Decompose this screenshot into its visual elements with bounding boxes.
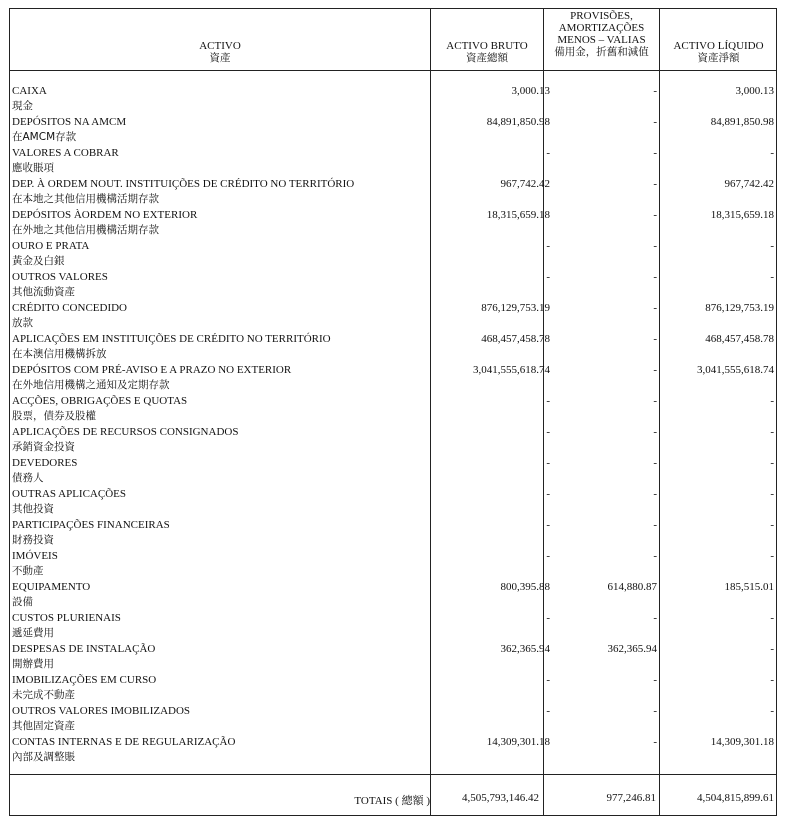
value-liquido: 14,309,301.18: [710, 736, 774, 748]
value-liquido: 468,457,458.78: [705, 333, 774, 345]
row-label-pt: ACÇÕES, OBRIGAÇÕES E QUOTAS: [12, 395, 188, 407]
value-bruto: -: [546, 240, 550, 252]
value-bruto: 3,000.13: [511, 85, 550, 97]
row-label-zh: 不動產: [12, 565, 44, 577]
value-provisoes: -: [653, 240, 657, 252]
row-label-zh: 未完成不動產: [12, 689, 75, 701]
table-row: [12, 301, 774, 332]
table-row: [12, 735, 774, 766]
value-liquido: -: [770, 519, 774, 531]
total-liquido: 4,504,815,899.61: [697, 792, 774, 804]
value-provisoes: 614,880.87: [607, 581, 657, 593]
row-label-zh: 黃金及白銀: [12, 255, 65, 267]
row-label-zh: 在外地信用機構之通知及定期存款: [12, 379, 170, 391]
value-provisoes: -: [653, 333, 657, 345]
value-provisoes: -: [653, 364, 657, 376]
header-prov-zh: 備用金，折舊和減值: [554, 46, 649, 58]
row-label-zh: 在本地之其他信用機構活期存款: [12, 193, 159, 205]
row-label-zh: 在外地之其他信用機構活期存款: [12, 224, 159, 236]
value-provisoes: -: [653, 178, 657, 190]
table-row: [12, 239, 774, 270]
value-bruto: -: [546, 674, 550, 686]
table-row: [12, 425, 774, 456]
header-prov-pt-2: AMORTIZAÇÕES: [558, 22, 645, 34]
row-label-pt: PARTICIPAÇÕES FINANCEIRAS: [12, 519, 170, 531]
header-bruto: [431, 40, 543, 65]
value-bruto: -: [546, 147, 550, 159]
header-prov-pt-3: MENOS – VALIAS: [557, 34, 646, 46]
value-liquido: -: [770, 612, 774, 624]
header-prov-pt-1: PROVISÕES,: [570, 10, 633, 22]
value-bruto: 876,129,753.19: [481, 302, 550, 314]
row-label-pt: DEPÓSITOS NA AMCM: [12, 116, 127, 128]
total-provisoes: 977,246.81: [606, 792, 656, 804]
table-row: [12, 270, 774, 301]
row-label-pt: DEPÓSITOS COM PRÉ-AVISO E A PRAZO NO EXTERIOR: [12, 364, 292, 376]
table-row: [12, 673, 774, 704]
table-row: [12, 177, 774, 208]
header-activo-zh: 資產: [209, 52, 231, 64]
value-provisoes: -: [653, 116, 657, 128]
row-label-pt: APLICAÇÕES EM INSTITUIÇÕES DE CRÉDITO NO TERRITÓRIO: [12, 333, 331, 345]
value-provisoes: 362,365.94: [607, 643, 657, 655]
value-bruto: 967,742.42: [500, 178, 550, 190]
row-label-pt: OUTROS VALORES: [12, 271, 108, 283]
value-bruto: -: [546, 488, 550, 500]
value-provisoes: -: [653, 147, 657, 159]
row-label-pt: DEP. À ORDEM NOUT. INSTITUIÇÕES DE CRÉDITO NO TERRITÓRIO: [12, 178, 355, 190]
header-liquido-zh: 資產淨額: [697, 52, 740, 64]
header-activo-pt: ACTIVO: [199, 40, 241, 52]
table-row: [12, 518, 774, 549]
table-row: [12, 332, 774, 363]
value-liquido: 876,129,753.19: [705, 302, 774, 314]
table-row: [12, 84, 774, 115]
value-bruto: -: [546, 426, 550, 438]
row-label-pt: EQUIPAMENTO: [12, 581, 91, 593]
value-provisoes: -: [653, 519, 657, 531]
table-row: [12, 115, 774, 146]
value-bruto: 18,315,659.18: [486, 209, 550, 221]
value-bruto: -: [546, 612, 550, 624]
row-label-pt: OUTRAS APLICAÇÕES: [12, 488, 126, 500]
value-provisoes: -: [653, 674, 657, 686]
header-bruto-zh: 資產總額: [466, 52, 508, 64]
row-label-pt: VALORES A COBRAR: [12, 147, 119, 159]
row-label-pt: OURO E PRATA: [12, 240, 90, 252]
value-bruto: -: [546, 519, 550, 531]
row-label-pt: APLICAÇÕES DE RECURSOS CONSIGNADOS: [12, 426, 239, 438]
value-bruto: -: [546, 550, 550, 562]
table-row: [12, 580, 774, 611]
row-label-zh: 現金: [12, 100, 33, 112]
value-liquido: -: [770, 147, 774, 159]
header-provisoes: [544, 10, 659, 59]
value-liquido: 3,041,555,618.74: [697, 364, 774, 376]
row-label-zh: 在本澳信用機構拆放: [12, 348, 107, 360]
table-row: [12, 456, 774, 487]
table-row: [12, 146, 774, 177]
value-provisoes: -: [653, 395, 657, 407]
row-label-zh: 債務人: [12, 472, 44, 484]
header-liquido: [660, 40, 777, 65]
value-liquido: -: [770, 271, 774, 283]
value-bruto: 84,891,850.98: [486, 116, 550, 128]
value-bruto: -: [546, 395, 550, 407]
value-liquido: -: [770, 488, 774, 500]
header-bruto-pt: ACTIVO BRUTO: [446, 40, 528, 52]
row-label-zh: 其他流動資產: [12, 286, 75, 298]
value-provisoes: -: [653, 736, 657, 748]
value-provisoes: -: [653, 426, 657, 438]
row-label-zh: 遞延費用: [12, 627, 54, 639]
value-liquido: -: [770, 426, 774, 438]
table-row: [12, 611, 774, 642]
value-bruto: -: [546, 457, 550, 469]
value-liquido: 84,891,850.98: [710, 116, 774, 128]
row-label-pt: OUTROS VALORES IMOBILIZADOS: [12, 705, 191, 717]
value-liquido: 3,000.13: [735, 85, 774, 97]
value-liquido: 967,742.42: [724, 178, 774, 190]
value-liquido: -: [770, 705, 774, 717]
row-label-pt: CUSTOS PLURIENAIS: [12, 612, 121, 624]
totals-rule: [9, 774, 777, 775]
row-label-pt: IMÓVEIS: [12, 550, 58, 562]
row-label-zh: 內部及調整賬: [12, 751, 75, 763]
row-label-zh: 在AMCM存款: [12, 131, 77, 143]
table-row: [12, 549, 774, 580]
value-liquido: -: [770, 550, 774, 562]
row-label-zh: 開辦費用: [12, 658, 54, 670]
table-row: [12, 642, 774, 673]
row-label-pt: IMOBILIZAÇÕES EM CURSO: [12, 674, 157, 686]
header-activo: [10, 40, 430, 65]
value-liquido: -: [770, 643, 774, 655]
value-bruto: 800,395.88: [500, 581, 550, 593]
value-liquido: -: [770, 240, 774, 252]
table-row: [12, 704, 774, 735]
row-label-zh: 其他投資: [12, 503, 54, 515]
total-bruto: 4,505,793,146.42: [462, 792, 539, 804]
value-liquido: -: [770, 674, 774, 686]
table-row: [12, 363, 774, 394]
value-provisoes: -: [653, 302, 657, 314]
row-label-zh: 股票，債券及股權: [12, 410, 96, 422]
value-provisoes: -: [653, 550, 657, 562]
row-label-zh: 設備: [12, 596, 33, 608]
header-rule: [9, 70, 777, 71]
value-liquido: -: [770, 457, 774, 469]
value-bruto: 362,365.94: [500, 643, 550, 655]
value-bruto: -: [546, 271, 550, 283]
row-label-zh: 應收賬項: [12, 162, 54, 174]
row-label-pt: CONTAS INTERNAS E DE REGULARIZAÇÃO: [12, 736, 236, 748]
row-label-pt: CRÉDITO CONCEDIDO: [12, 302, 127, 314]
row-label-zh: 其他固定資產: [12, 720, 75, 732]
row-label-pt: DESPESAS DE INSTALAÇÃO: [12, 643, 156, 655]
row-label-zh: 財務投資: [12, 534, 54, 546]
value-provisoes: -: [653, 488, 657, 500]
table-row: [12, 394, 774, 425]
row-label-pt: CAIXA: [12, 85, 47, 97]
row-label-zh: 承銷資金投資: [12, 441, 75, 453]
table-row: [12, 208, 774, 239]
value-provisoes: -: [653, 457, 657, 469]
totals-label: TOTAIS ( 總額 ): [354, 795, 430, 807]
row-label-pt: DEVEDORES: [12, 457, 78, 469]
table-row: [12, 487, 774, 518]
value-liquido: -: [770, 395, 774, 407]
value-bruto: 14,309,301.18: [486, 736, 550, 748]
header-liquido-pt: ACTIVO LÍQUIDO: [673, 40, 764, 52]
value-bruto: 3,041,555,618.74: [473, 364, 550, 376]
value-liquido: 185,515.01: [724, 581, 774, 593]
value-provisoes: -: [653, 612, 657, 624]
value-liquido: 18,315,659.18: [710, 209, 774, 221]
value-provisoes: -: [653, 209, 657, 221]
value-provisoes: -: [653, 271, 657, 283]
row-label-zh: 放款: [12, 317, 33, 329]
value-bruto: -: [546, 705, 550, 717]
value-provisoes: -: [653, 85, 657, 97]
value-bruto: 468,457,458.78: [481, 333, 550, 345]
value-provisoes: -: [653, 705, 657, 717]
row-label-pt: DEPÓSITOS ÀORDEM NO EXTERIOR: [12, 209, 198, 221]
